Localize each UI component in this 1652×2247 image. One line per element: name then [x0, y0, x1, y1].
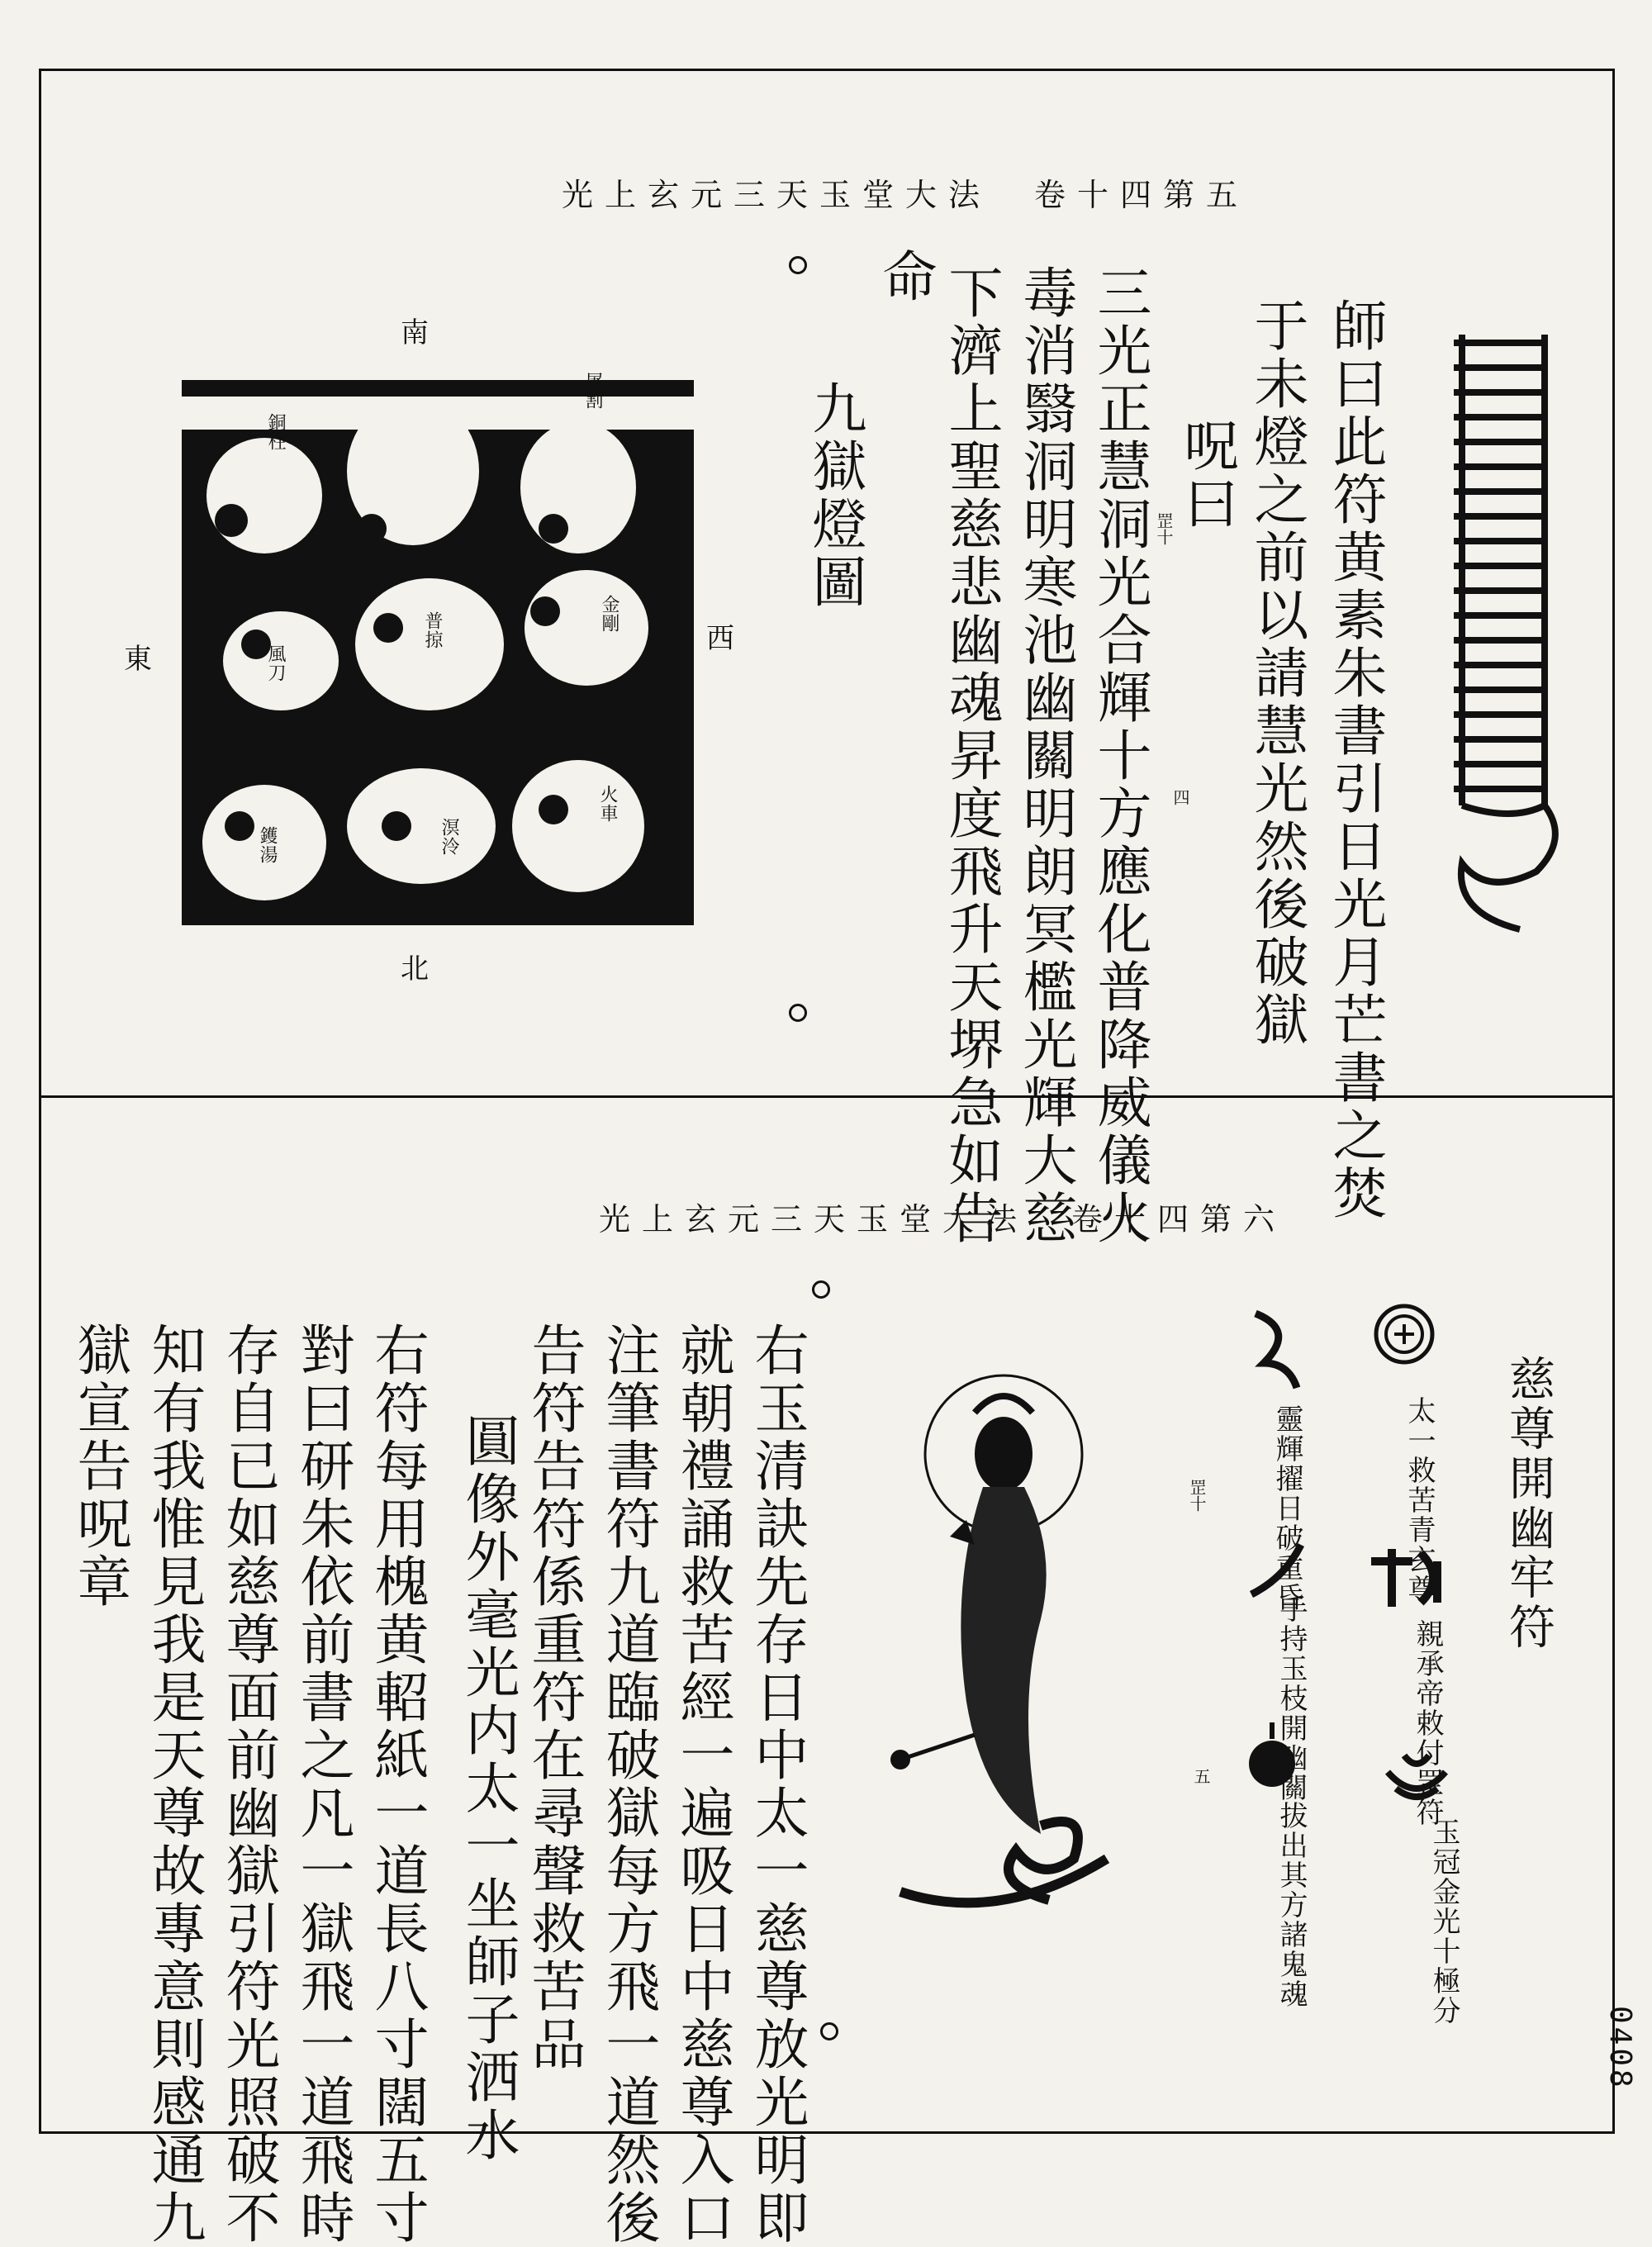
bottom-header: 光上玄元三天玉堂大法 卷十四第六 — [599, 1201, 1287, 1238]
top-line-1: 師曰此符黄素朱書引日光月芒書之焚 — [1323, 297, 1387, 1223]
top-diagram-title: 九獄燈圖 — [803, 380, 866, 611]
top-line-5: 毒消翳洞明寒池幽關明朗冥檻光輝大慈 — [1014, 264, 1077, 1247]
top-circle-lower — [789, 1004, 807, 1022]
talisman-note-4: 靈輝擢日破重昏 — [1270, 1404, 1303, 1613]
top-line-3: 呪曰 — [1175, 417, 1238, 533]
talisman-note-6: 拔出其方諸鬼魂 — [1275, 1801, 1308, 2009]
talisman-note-3: 玉冠金光十極分 — [1427, 1817, 1460, 2026]
diagram-cell-8: 屠割 — [582, 372, 603, 410]
diagram-label-north: 北 — [401, 952, 429, 986]
bottom-line-2: 就朝禮誦救苦經一遍吸日中慈尊入口 — [671, 1322, 734, 2247]
talisman-seal-icon — [1371, 1301, 1437, 1367]
diagram-cell-4: 鑊湯 — [257, 826, 278, 864]
bottom-circle-lower — [820, 2022, 838, 2040]
diagram-cell-6: 銅柱 — [265, 413, 286, 451]
top-line-7: 命 — [873, 248, 937, 306]
top-line-6: 下濟上聖慈悲幽魂昇度飛升天堺急如告 — [939, 264, 1003, 1247]
bottom-line-1: 右玉清訣先存日中太一慈尊放光明即 — [745, 1322, 809, 2247]
diagram-cell-5: 風刀 — [265, 644, 286, 682]
diagram-cell-3: 溟泠 — [439, 818, 459, 856]
bottom-line-7: 對曰研朱依前書之凡一獄飛一道飛時 — [291, 1322, 354, 2247]
diagram-label-east: 東 — [124, 643, 152, 676]
bottom-title: 慈尊開幽牢符 — [1502, 1355, 1555, 1652]
talisman-note-2: 親承帝敕付罡符 — [1411, 1619, 1444, 1827]
talisman-note-1: 太一救苦青玄尊 — [1403, 1396, 1436, 1604]
diagram-label-south: 南 — [401, 316, 429, 349]
bottom-line-10: 獄宣告呪章 — [68, 1322, 131, 1611]
page-number: 0408 — [1603, 2006, 1637, 2091]
diagram-cell-1: 普掠 — [422, 611, 443, 649]
diagram-label-west: 西 — [706, 622, 734, 655]
brush-stroke-icon — [1239, 1305, 1305, 1396]
top-header: 光上玄元三天玉堂大法 卷十四第五 — [562, 177, 1250, 213]
diagram-cell-7: 金剛 — [599, 595, 620, 633]
top-line-4: 三光正慧洞光合輝十方應化普降威儀火 — [1088, 264, 1151, 1247]
bottom-line-8: 存自已如慈尊面前幽獄引符光照破不 — [216, 1322, 280, 2247]
bottom-line-5: 圓像外毫光内太一坐師子洒水 — [456, 1413, 520, 2164]
bottom-mark-2: 五 — [1191, 1768, 1211, 1784]
top-line-2: 于未燈之前以請慧光然後破獄 — [1245, 297, 1308, 1049]
bottom-line-6: 右符每用槐黄軺紙一道長八寸闊五寸 — [365, 1322, 429, 2247]
bottom-line-4: 告符告符係重符在尋聲救苦品 — [522, 1322, 586, 2074]
bottom-circle-upper — [812, 1280, 830, 1299]
bottom-line-3: 注筆書符九道臨破獄每方飛一道然後 — [596, 1322, 660, 2247]
deity-figure-image — [867, 1363, 1115, 1966]
top-mark-1: 罡十 — [1154, 512, 1174, 545]
top-mark-2: 四 — [1170, 789, 1190, 805]
talisman-icon — [1437, 326, 1578, 954]
diagram-cell-2: 火車 — [597, 785, 618, 823]
bottom-mark-1: 罡十 — [1187, 1479, 1207, 1512]
bottom-line-9: 知有我惟見我是天尊故專意則感通九 — [142, 1322, 206, 2247]
talisman-note-5: 手持玉枝開幽關 — [1275, 1594, 1308, 1803]
top-circle-upper — [789, 256, 807, 274]
